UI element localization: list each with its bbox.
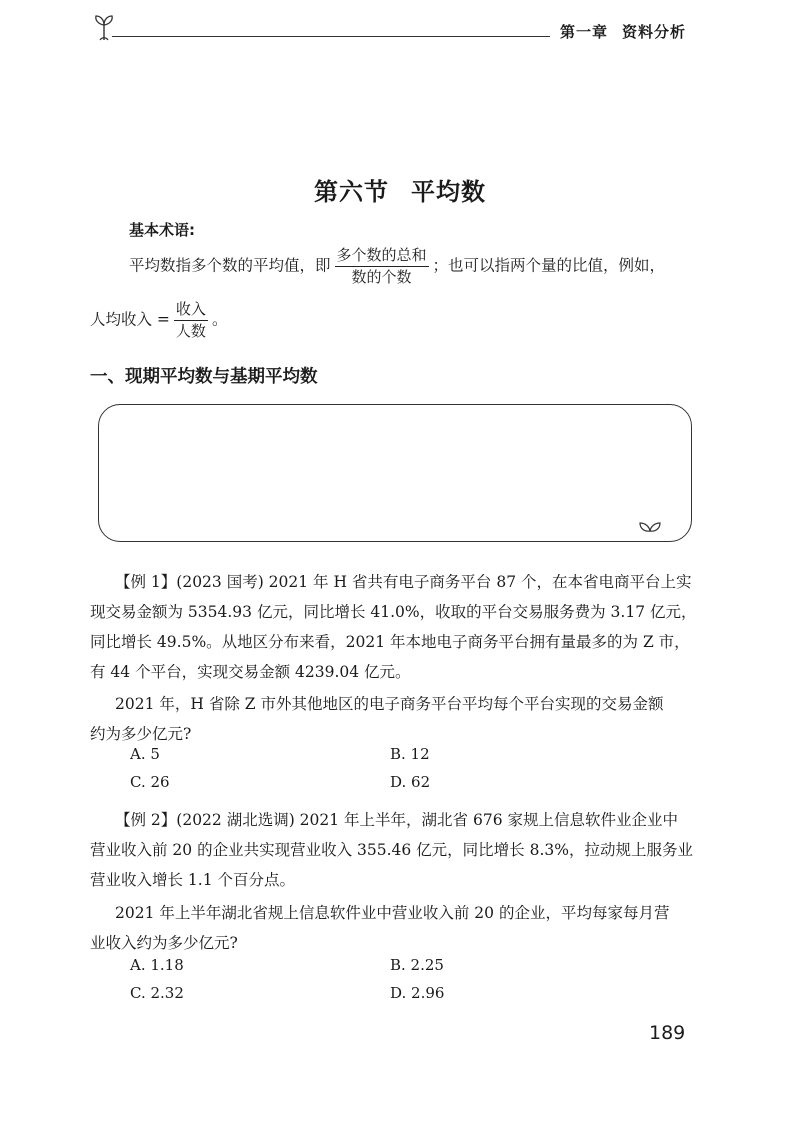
fraction-numerator: 收入 — [174, 300, 208, 321]
example2-line: 营业收入前 20 的企业共实现营业收入 355.46 亿元，同比增长 8.3%，拉动规上服务业 — [90, 841, 693, 859]
example-formula-line — [90, 300, 227, 341]
definition-suffix: ；也可以指两个量的比值，例如， — [432, 256, 666, 275]
chapter-label — [560, 21, 686, 42]
example1-line: 【例 1】(2023 国考) 2021 年 H 省共有电子商务平台 87 个，在本省电商平台上实 — [115, 573, 692, 591]
example1-option-d[interactable]: D. 62 — [390, 773, 431, 791]
example1-question-line: 约为多少亿元? — [90, 725, 192, 743]
sprout-icon — [90, 12, 118, 42]
terms-heading: 基本术语: — [129, 221, 195, 239]
fraction-denominator: 人数 — [175, 321, 206, 340]
example2-line: 【例 2】(2022 湖北选调) 2021 年上半年，湖北省 676 家规上信息软件业企业中 — [115, 811, 678, 829]
example1-option-a[interactable]: A. 5 — [130, 745, 160, 763]
example1-line: 现交易金额为 5354.93 亿元，同比增长 41.0%，收取的平台交易服务费为 3.17 亿元， — [90, 603, 697, 621]
chapter-number: 第一章 — [560, 23, 609, 41]
section-title — [0, 172, 800, 207]
example-formula-prefix: 人均收入 = — [90, 310, 170, 329]
definition-line — [129, 246, 665, 287]
example1-question-line: 2021 年，H 省除 Z 市外其他地区的电子商务平台平均每个平台实现的交易金额 — [115, 695, 664, 713]
chapter-title: 资料分析 — [622, 23, 687, 41]
example2-option-b[interactable]: B. 2.25 — [390, 956, 444, 974]
notes-box — [98, 404, 692, 542]
example1-option-c[interactable]: C. 26 — [130, 773, 170, 791]
example2-option-c[interactable]: C. 2.32 — [130, 984, 184, 1002]
example1-option-b[interactable]: B. 12 — [390, 745, 430, 763]
example2-option-d[interactable]: D. 2.96 — [390, 984, 445, 1002]
per-capita-fraction — [174, 300, 208, 341]
example1-line: 有 44 个平台，实现交易金额 4239.04 亿元。 — [90, 663, 411, 681]
leaf-icon — [637, 518, 663, 534]
header-rule — [112, 36, 550, 37]
example2-option-a[interactable]: A. 1.18 — [130, 956, 184, 974]
example-formula-suffix: 。 — [211, 310, 228, 329]
page-number: 189 — [649, 1022, 686, 1044]
definition-prefix: 平均数指多个数的平均值，即 — [129, 256, 331, 275]
section-title-text: 平均数 — [411, 177, 486, 206]
fraction-numerator: 多个数的总和 — [335, 246, 429, 267]
fraction-denominator: 数的个数 — [351, 267, 412, 286]
section-number: 第六节 — [314, 177, 389, 206]
example2-question-line: 业收入约为多少亿元? — [90, 934, 238, 952]
example2-line: 营业收入增长 1.1 个百分点。 — [90, 871, 296, 889]
average-fraction — [335, 246, 429, 287]
example2-question-line: 2021 年上半年湖北省规上信息软件业中营业收入前 20 的企业，平均每家每月营 — [115, 904, 670, 922]
example1-line: 同比增长 49.5%。从地区分布来看，2021 年本地电子商务平台拥有量最多的为 Z 市， — [90, 633, 690, 651]
subsection-heading: 一、现期平均数与基期平均数 — [90, 367, 318, 387]
